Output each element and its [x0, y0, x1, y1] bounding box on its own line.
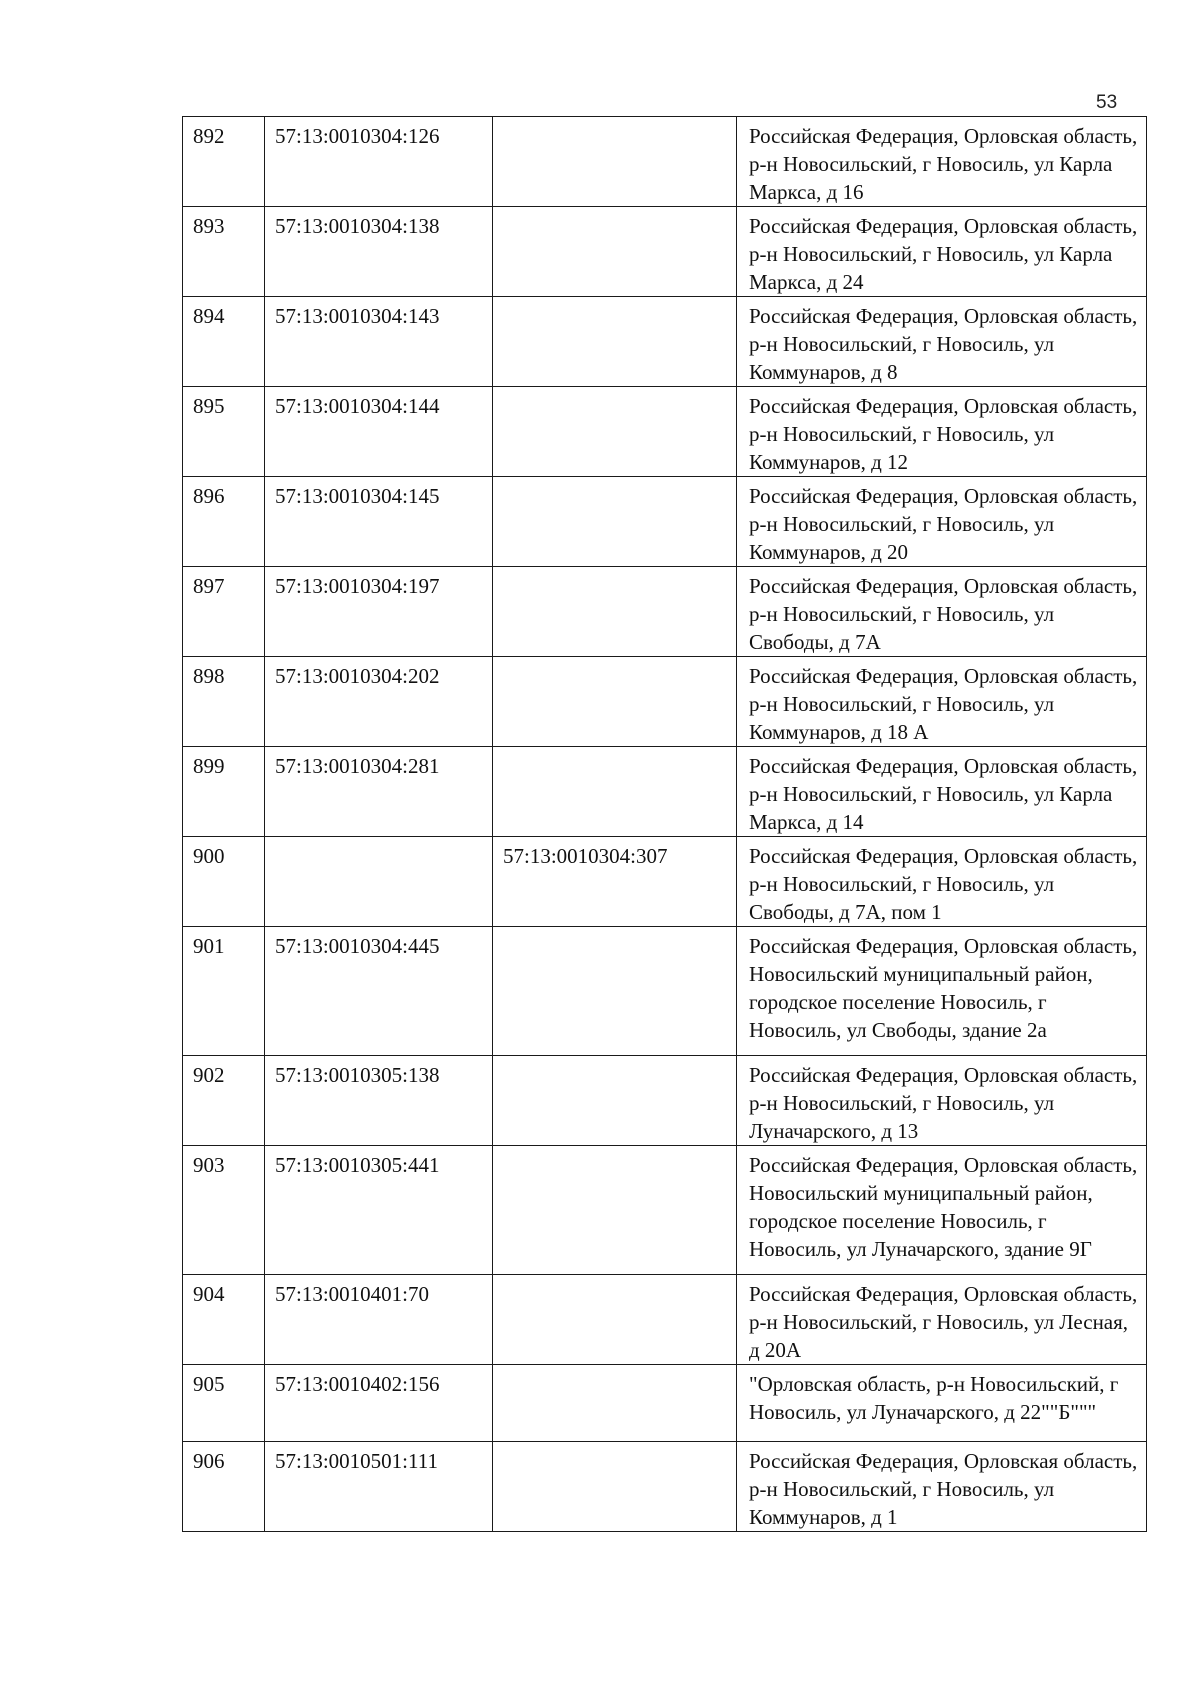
cadastral-number-cell: 57:13:0010402:156 — [265, 1365, 493, 1442]
address-cell: Российская Федерация, Орловская область, р-н Новосильский, г Новосиль, ул Карла Маркса, д 16 — [737, 117, 1147, 207]
room-cadastral-number-cell — [493, 117, 737, 207]
table-row — [183, 657, 1147, 747]
address-cell: "Орловская область, р-н Новосильский, г Новосиль, ул Луначарского, д 22""Б""" — [737, 1365, 1147, 1442]
address-cell: Российская Федерация, Орловская область, р-н Новосильский, г Новосиль, ул Свободы, д 7А, пом 1 — [737, 837, 1147, 927]
address-cell: Российская Федерация, Орловская область, р-н Новосильский, г Новосиль, ул Карла Маркса, д 14 — [737, 747, 1147, 837]
cadastral-number-cell: 57:13:0010304:144 — [265, 387, 493, 477]
address-cell: Российская Федерация, Орловская область, р-н Новосильский, г Новосиль, ул Коммунаров, д 18 А — [737, 657, 1147, 747]
table-row — [183, 837, 1147, 927]
address-cell: Российская Федерация, Орловская область, р-н Новосильский, г Новосиль, ул Луначарского, д 13 — [737, 1056, 1147, 1146]
row-number-cell: 892 — [183, 117, 265, 207]
property-register-table — [182, 116, 1147, 1532]
address-cell: Российская Федерация, Орловская область, р-н Новосильский, г Новосиль, ул Коммунаров, д 20 — [737, 477, 1147, 567]
address-cell: Российская Федерация, Орловская область, р-н Новосильский, г Новосиль, ул Лесная, д 20А — [737, 1275, 1147, 1365]
row-number-cell: 894 — [183, 297, 265, 387]
row-number-cell: 899 — [183, 747, 265, 837]
row-number-cell: 895 — [183, 387, 265, 477]
table-row — [183, 567, 1147, 657]
room-cadastral-number-cell — [493, 1275, 737, 1365]
address-cell: Российская Федерация, Орловская область, р-н Новосильский, г Новосиль, ул Коммунаров, д 8 — [737, 297, 1147, 387]
table-row — [183, 927, 1147, 1056]
row-number-cell: 893 — [183, 207, 265, 297]
room-cadastral-number-cell — [493, 477, 737, 567]
cadastral-number-cell: 57:13:0010304:202 — [265, 657, 493, 747]
cadastral-number-cell: 57:13:0010304:145 — [265, 477, 493, 567]
cadastral-number-cell: 57:13:0010501:111 — [265, 1442, 493, 1532]
address-cell: Российская Федерация, Орловская область, р-н Новосильский, г Новосиль, ул Коммунаров, д 1 — [737, 1442, 1147, 1532]
table-row — [183, 1275, 1147, 1365]
room-cadastral-number-cell — [493, 1056, 737, 1146]
address-cell: Российская Федерация, Орловская область, р-н Новосильский, г Новосиль, ул Свободы, д 7А — [737, 567, 1147, 657]
room-cadastral-number-cell — [493, 1365, 737, 1442]
row-number-cell: 898 — [183, 657, 265, 747]
room-cadastral-number-cell — [493, 1146, 737, 1275]
cadastral-number-cell: 57:13:0010401:70 — [265, 1275, 493, 1365]
table-row — [183, 1365, 1147, 1442]
room-cadastral-number-cell — [493, 567, 737, 657]
address-cell: Российская Федерация, Орловская область, р-н Новосильский, г Новосиль, ул Карла Маркса, д 24 — [737, 207, 1147, 297]
address-cell: Российская Федерация, Орловская область, Новосильский муниципальный район, городское поселение Новосиль, г Новосиль, ул Луначарского, здание 9Г — [737, 1146, 1147, 1275]
table-row — [183, 477, 1147, 567]
row-number-cell: 897 — [183, 567, 265, 657]
room-cadastral-number-cell — [493, 927, 737, 1056]
cadastral-number-cell — [265, 837, 493, 927]
row-number-cell: 905 — [183, 1365, 265, 1442]
cadastral-number-cell: 57:13:0010304:126 — [265, 117, 493, 207]
row-number-cell: 896 — [183, 477, 265, 567]
row-number-cell: 902 — [183, 1056, 265, 1146]
row-number-cell: 901 — [183, 927, 265, 1056]
table-row — [183, 207, 1147, 297]
table-row — [183, 117, 1147, 207]
row-number-cell: 906 — [183, 1442, 265, 1532]
cadastral-number-cell: 57:13:0010304:138 — [265, 207, 493, 297]
address-cell: Российская Федерация, Орловская область, Новосильский муниципальный район, городское поселение Новосиль, г Новосиль, ул Свободы, здание 2а — [737, 927, 1147, 1056]
cadastral-number-cell: 57:13:0010304:143 — [265, 297, 493, 387]
room-cadastral-number-cell — [493, 297, 737, 387]
cadastral-number-cell: 57:13:0010305:138 — [265, 1056, 493, 1146]
table-row — [183, 1056, 1147, 1146]
cadastral-number-cell: 57:13:0010304:445 — [265, 927, 493, 1056]
table-row — [183, 297, 1147, 387]
table-row — [183, 1442, 1147, 1532]
room-cadastral-number-cell — [493, 207, 737, 297]
row-number-cell: 904 — [183, 1275, 265, 1365]
room-cadastral-number-cell — [493, 1442, 737, 1532]
table-row — [183, 747, 1147, 837]
table-row — [183, 387, 1147, 477]
table-body — [183, 117, 1147, 1532]
room-cadastral-number-cell — [493, 657, 737, 747]
row-number-cell: 903 — [183, 1146, 265, 1275]
cadastral-number-cell: 57:13:0010304:197 — [265, 567, 493, 657]
room-cadastral-number-cell: 57:13:0010304:307 — [493, 837, 737, 927]
cadastral-number-cell: 57:13:0010305:441 — [265, 1146, 493, 1275]
row-number-cell: 900 — [183, 837, 265, 927]
room-cadastral-number-cell — [493, 747, 737, 837]
address-cell: Российская Федерация, Орловская область, р-н Новосильский, г Новосиль, ул Коммунаров, д 12 — [737, 387, 1147, 477]
page-number: 53 — [1096, 92, 1118, 113]
table-row — [183, 1146, 1147, 1275]
room-cadastral-number-cell — [493, 387, 737, 477]
cadastral-number-cell: 57:13:0010304:281 — [265, 747, 493, 837]
